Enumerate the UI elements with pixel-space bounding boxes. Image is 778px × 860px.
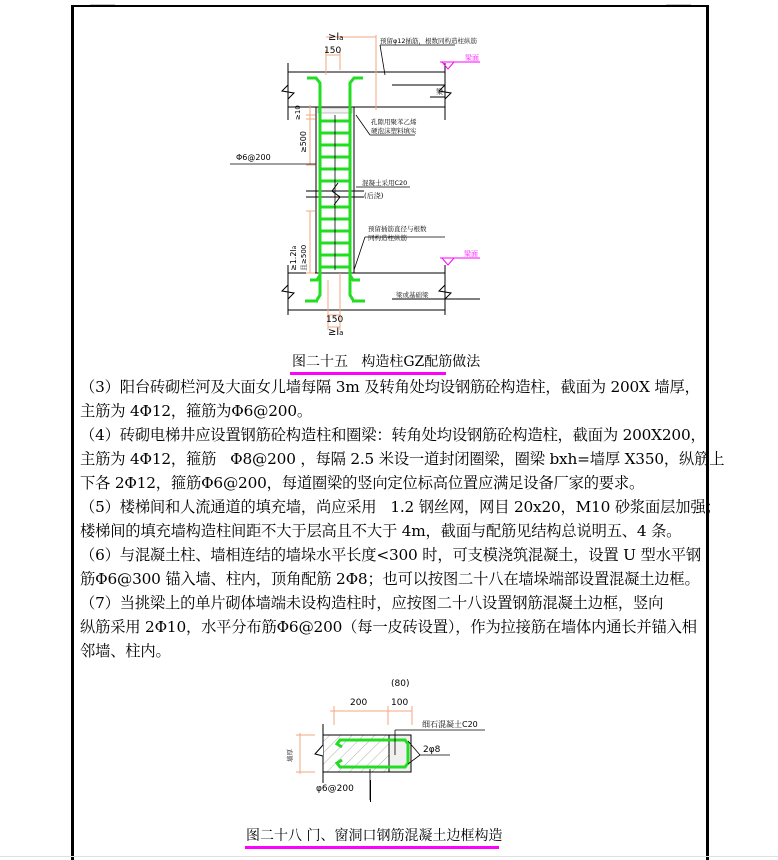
- concrete-label-2: (后浇): [364, 192, 384, 200]
- top-la-label: ≥la: [328, 32, 344, 43]
- concrete-label: 细石混凝土C20: [422, 720, 478, 729]
- bars-label: 2φ8: [423, 745, 441, 755]
- dowel-label-2: 同构造柱纵筋: [368, 234, 407, 242]
- dim-80-label: (80): [391, 679, 410, 689]
- bot-150-label: 150: [326, 315, 344, 325]
- beam-top-label-2: 梁面: [464, 250, 478, 258]
- stirrup-leader: [370, 780, 371, 802]
- upper-beam: [282, 63, 451, 120]
- figure-25-drawing: [236, 25, 500, 345]
- paragraph-line: （7）当挑梁上的单片砌体墙端未设构造柱时，应按图二十八设置钢筋混凝土边框，竖向: [80, 594, 664, 612]
- paragraph-line: （3）阳台砖砌栏河及大面女儿墙每隔 3m 及转角处均设钢筋砼构造柱，截面为 200X 墙厚，: [80, 378, 700, 396]
- lower-beam-label: 梁或基础梁: [396, 291, 429, 299]
- beam-top-label-1: 梁面: [465, 54, 479, 62]
- gap-fill-label-2: 硬泡沫塑料填实: [371, 127, 417, 135]
- wall-thickness-label: 墙厚: [286, 749, 294, 762]
- ge10-label: ≥10: [294, 105, 302, 120]
- paragraph-line: 下各 2Φ12，箍筋Φ6@200，每道圈梁的竖向定位标高位置应满足设备厂家的要求。: [80, 474, 645, 492]
- paragraph-line: 筋Φ6@300 锚入墙、柱内，顶角配筋 2Φ8；也可以按图二十八在墙垛端部设置混凝土边框。: [80, 570, 700, 588]
- paragraph-line: （5）楼梯间和人流通道的填充墙，尚应采用 1.2 钢丝网，网目 20x20，M10 砂浆面层加强；: [80, 498, 721, 516]
- ge12la-label: ≥1.2la: [289, 245, 298, 271]
- figure-28-caption-underline: [245, 846, 499, 849]
- figure-25-caption: 图二十五 构造柱GZ配筋做法: [292, 354, 481, 370]
- paragraph-line: 主筋为 4Φ12，箍筋为Φ6@200。: [80, 402, 312, 420]
- bot-la-label: ≥la: [328, 327, 344, 338]
- page-bottom-edge: [0, 856, 778, 857]
- dim-100-label: 100: [391, 698, 409, 708]
- stirrup-label: Φ6@200: [236, 153, 271, 162]
- paragraph-line: （4）砖砌电梯井应设置钢筋砼构造柱和圈梁：转角处均设钢筋砼构造柱，截面为 200X200，: [80, 426, 706, 444]
- figure-25-caption-underline: [290, 372, 446, 375]
- paragraph-line: 纵筋采用 2Φ10，水平分布筋Φ6@200（每一皮砖设置），作为拉接筋在墙体内通长并锚入相: [80, 618, 697, 636]
- paragraph-line: （6）与混凝土柱、墙相连结的墙垛水平长度<300 时，可支模浇筑混凝土，设置 U 型水平钢: [80, 546, 701, 564]
- figure-28-stirrup-label: φ6@200: [316, 784, 354, 794]
- dowel-label-1: 预留插筋直径与根数: [368, 225, 427, 233]
- top-150-label: 150: [324, 46, 342, 56]
- dim-200-label: 200: [350, 698, 368, 708]
- concrete-label-1: 混凝土采用C20: [362, 179, 408, 187]
- gap-fill-label-1: 孔隙用聚苯乙烯: [371, 118, 417, 126]
- figure-28-drawing: [270, 670, 490, 800]
- paragraph-line: 邻墙、柱内。: [80, 642, 171, 660]
- ge500-label: ≥500: [299, 131, 308, 153]
- edge-frame-section: [315, 724, 411, 783]
- and500-label: 且≥500: [300, 244, 308, 271]
- paragraph-line: 楼梯间的填充墙构造柱间距不大于层高且不大于 4m，截面与配筋见结构总说明五、4 条。: [80, 522, 682, 540]
- figure-28-caption: 图二十八 门、窗洞口钢筋混凝土边框构造: [246, 828, 503, 844]
- top-dowel-note: 预留φ12插筋，根数同构造柱纵筋: [380, 37, 478, 45]
- paragraph-line: 主筋为 4Φ12，箍筋 Φ8@200 ，每隔 2.5 米设一道封闭圈梁，圈梁 bxh=墙厚 X350，纵筋上: [80, 450, 725, 468]
- beam-label: 梁: [436, 88, 443, 96]
